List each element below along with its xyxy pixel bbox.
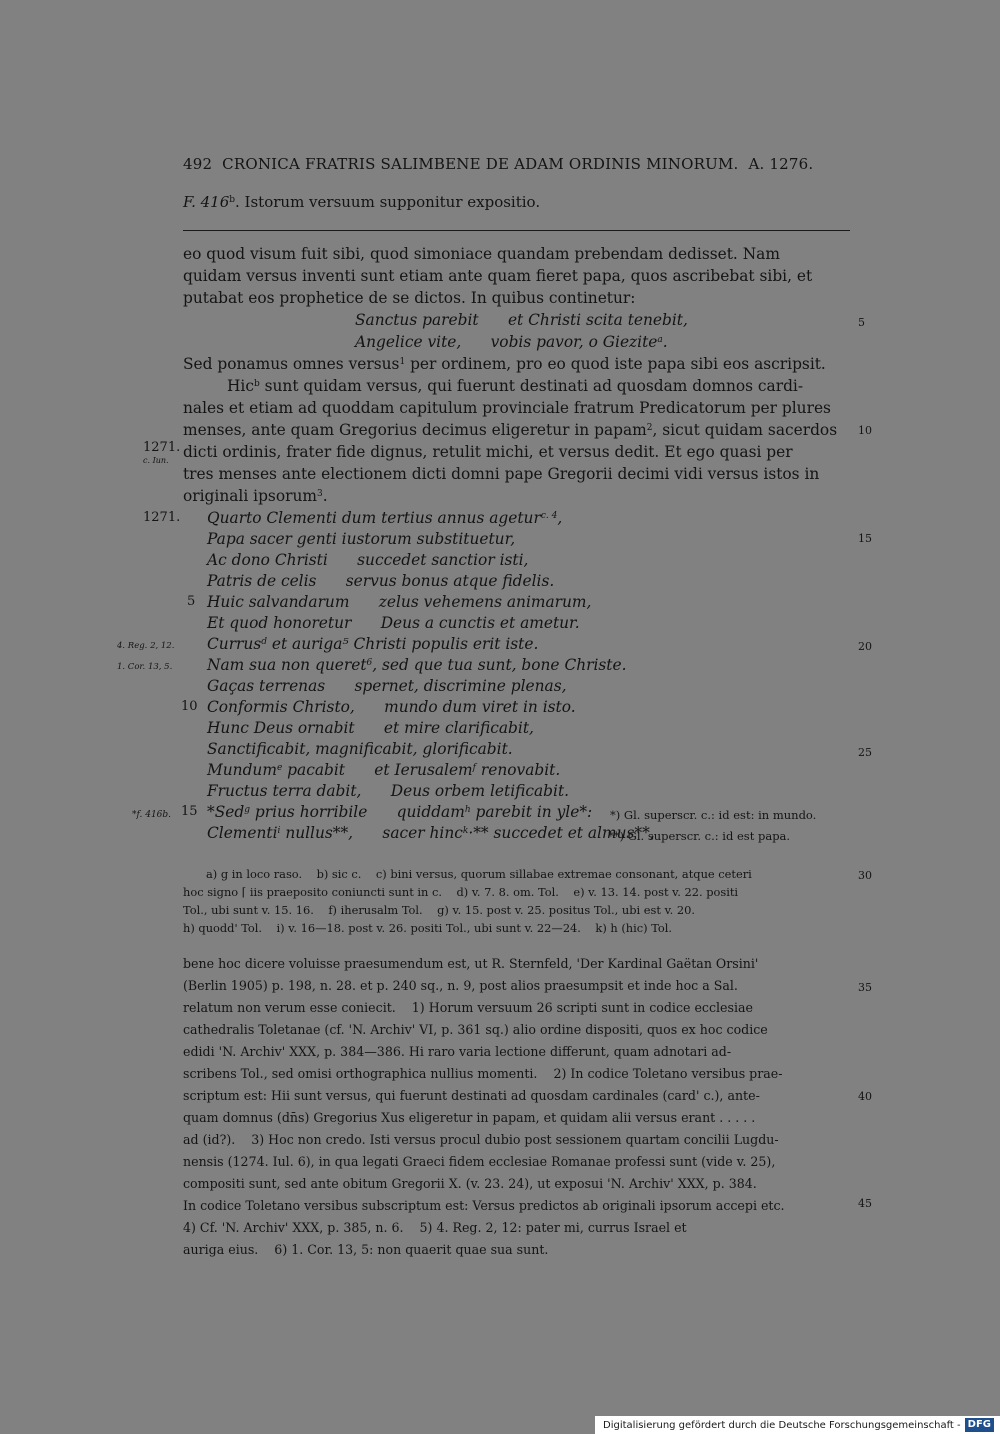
- footnote-line: 4) Cf. 'N. Archiv' XXX, p. 385, n. 6. 5) 4. Reg. 2, 12: pater mi, currus Israel et: [183, 1220, 687, 1235]
- footnote-ref: 3: [316, 489, 323, 499]
- verse-text: renovabit.: [476, 761, 561, 779]
- footnote-line: bene hoc dicere voluisse praesumendum est, ut R. Sternfeld, 'Der Kardinal Gaëtan Orsini': [183, 956, 759, 971]
- verse-text: Nam sua non queret: [207, 656, 367, 674]
- body-text: Hic: [227, 377, 254, 395]
- apparatus-line: h) quodd' Tol. i) v. 16—18. post v. 26. positi Tol., ubi sunt v. 22—24. k) h (hic) Tol.: [183, 921, 673, 935]
- body-text: menses, ante quam Gregorius decimus eligeretur in papam: [183, 421, 647, 439]
- margin-date: c. Iun.: [143, 456, 169, 465]
- verse-text: , sed que tua sunt, bone Christe.: [372, 656, 627, 674]
- body-line: [183, 487, 328, 505]
- body-text: per ordinem, pro eo quod iste papa sibi eos ascripsit.: [405, 355, 826, 373]
- verse-line: [207, 824, 655, 842]
- footnote-line: quam domnus (dn̄s) Gregorius Xus eligeretur in papam, et quidam alii versus erant . . . . .: [183, 1110, 756, 1125]
- verse-text: pacabit et Ierusalem: [282, 761, 473, 779]
- verse-line: Patris de celis servus bonus atque fidelis.: [207, 572, 555, 590]
- subheading: [183, 193, 540, 211]
- verse-line: Gaças terrenas spernet, discrimine plenas,: [207, 677, 567, 695]
- body-text: sunt quidam versus, qui fuerunt destinati ad quosdam domnos cardi-: [259, 377, 804, 395]
- body-text: originali ipsorum: [183, 487, 317, 505]
- body-line: [183, 355, 826, 373]
- footnote-line: relatum non verum esse coniecit. 1) Horum versuum 26 scripti sunt in codice ecclesiae: [183, 1000, 753, 1015]
- footnote-line: nensis (1274. Iul. 6), in qua legati Graeci fidem ecclesiae Romanae professi sunt (vide v. 25),: [183, 1154, 776, 1169]
- page-number: 492: [183, 155, 213, 173]
- footnote-line: ad (id?). 3) Hoc non credo. Isti versus procul dubio post sessionem quartam concilii Lugdu-: [183, 1132, 779, 1147]
- footnote-line: cathedralis Toletanae (cf. 'N. Archiv' VI, p. 361 sq.) alio ordine dispositi, quos ex hoc codice: [183, 1022, 768, 1037]
- running-title: CRONICA FRATRIS SALIMBENE DE ADAM ORDINIS MINORUM.: [222, 155, 739, 173]
- body-line: nales et etiam ad quoddam capitulum provinciale fratrum Predicatorum per plures: [183, 399, 831, 417]
- line-number: 25: [858, 746, 872, 759]
- couplet-sup: a: [657, 335, 663, 345]
- verse-line: Sanctificabit, magnificabit, glorificabit.: [207, 740, 513, 758]
- apparatus-line: Tol., ubi sunt v. 15. 16. f) iherusalm Tol. g) v. 15. post v. 25. positus Tol., ubi est v. 20.: [183, 903, 696, 917]
- verse-sup: c. 4: [540, 511, 558, 521]
- verse-sup: g: [244, 805, 250, 815]
- verse-text: Quarto Clementi dum tertius annus agetur: [207, 509, 541, 527]
- verse-sup: f: [472, 763, 476, 773]
- verse-text: parebit in yle*:: [470, 803, 593, 821]
- footnote-ref: 1: [399, 357, 406, 367]
- footnote-line: compositi sunt, sed ante obitum Gregorii X. (v. 23. 24), ut exposui 'N. Archiv' XXX, p. 384.: [183, 1176, 757, 1191]
- footnote-line: In codice Toletano versibus subscriptum est: Versus predictos ab originali ipsorum accepi etc.: [183, 1198, 785, 1213]
- verse-line: [207, 656, 627, 674]
- line-number: 15: [858, 532, 872, 545]
- body-line: [227, 377, 803, 395]
- verse-line: Ac dono Christi succedet sanctior isti,: [207, 551, 529, 569]
- verse-text: et auriga⁵ Christi populis erit iste.: [266, 635, 539, 653]
- verse-line: Fructus terra dabit, Deus orbem letificabit.: [207, 782, 570, 800]
- line-number: 35: [858, 981, 872, 994]
- verse-line: Huic salvandarum zelus vehemens animarum,: [207, 593, 592, 611]
- couplet-text: Angelice vite, vobis pavor, o Giezite: [355, 333, 658, 351]
- body-line: tres menses ante electionem dicti domni pape Gregorii decimi vidi versus istos in: [183, 465, 820, 483]
- verse-text: ,: [557, 509, 563, 527]
- line-number: 20: [858, 640, 872, 653]
- apparatus-line: a) g in loco raso. b) sic c. c) bini versus, quorum sillabae extremae consonant, atque ceteri: [206, 867, 752, 881]
- gloss: *) Gl. superscr. c.: id est: in mundo.: [610, 808, 817, 822]
- footer-credit: Digitalisierung gefördert durch die Deutsche Forschungsgemeinschaft -: [603, 1419, 961, 1431]
- footnote-line: scriptum est: Hii sunt versus, qui fuerunt destinati ad quosdam cardinales (card' c.), ante-: [183, 1088, 760, 1103]
- footnote-line: auriga eius. 6) 1. Cor. 13, 5: non quaerit quae sua sunt.: [183, 1242, 549, 1257]
- body-line: eo quod visum fuit sibi, quod simoniace quandam prebendam dedisset. Nam: [183, 245, 780, 263]
- verse-sup: i: [277, 826, 281, 836]
- body-text: Sed ponamus omnes versus: [183, 355, 400, 373]
- subheading-text: . Istorum versuum supponitur expositio.: [235, 193, 541, 211]
- verse-line: [207, 761, 560, 779]
- line-number: 30: [858, 869, 872, 882]
- folio-sup: b: [229, 195, 236, 205]
- footnote-line: edidi 'N. Archiv' XXX, p. 384—386. Hi raro varia lectione differunt, quam adnotari ad-: [183, 1044, 732, 1059]
- verse-number: 5: [187, 594, 196, 609]
- verse-line: Papa sacer genti iustorum substituetur,: [207, 530, 516, 548]
- apparatus-ref: b: [253, 379, 260, 389]
- verse-text: prius horribile quiddam: [249, 803, 465, 821]
- digitization-footer: [595, 1416, 1000, 1434]
- body-line: putabat eos prophetice de se dictos. In quibus continetur:: [183, 289, 636, 307]
- footnote-ref: 2: [646, 423, 653, 433]
- apparatus-line: hoc signo ⌈ iis praeposito coniuncti sunt in c. d) v. 7. 8. om. Tol. e) v. 13. 14. post v. 22. positi: [183, 885, 739, 899]
- line-number: 5: [858, 316, 865, 329]
- verse-sup: d: [261, 637, 267, 647]
- footnote-line: scribens Tol., sed omisi orthographica nullius momenti. 2) In codice Toletano versibus prae-: [183, 1066, 783, 1081]
- header-year: A. 1276.: [748, 155, 814, 173]
- verse-line: Et quod honoretur Deus a cunctis et ametur.: [207, 614, 580, 632]
- body-line: [183, 421, 837, 439]
- margin-year: 1271.: [143, 440, 181, 455]
- running-header: [183, 155, 813, 173]
- verse-line: Hunc Deus ornabit et mire clarificabit,: [207, 719, 534, 737]
- verse-number: 15: [181, 804, 198, 819]
- gloss: **) Gl. superscr. c.: id est papa.: [608, 829, 791, 843]
- couplet-line: Sanctus parebit et Christi scita tenebit,: [355, 311, 688, 329]
- body-line: dicti ordinis, frater fide dignus, retulit michi, et versus dedit. Et ego quasi per: [183, 443, 793, 461]
- verse-text: Currus: [207, 635, 262, 653]
- body-line: quidam versus inventi sunt etiam ante quam fieret papa, quos ascribebat sibi, et: [183, 267, 813, 285]
- couplet-line: Angelice vite, vobis pavor, o Giezite$^a$.: [355, 333, 668, 351]
- line-number: 45: [858, 1197, 872, 1210]
- verse-line: [207, 509, 562, 527]
- verse-line: [207, 635, 538, 653]
- margin-folio: *f. 416b.: [132, 810, 172, 820]
- margin-year: 1271.: [143, 510, 181, 525]
- verse-line: Conformis Christo, mundo dum viret in isto.: [207, 698, 576, 716]
- verse-sup: e: [276, 763, 283, 773]
- verse-sup: k: [462, 826, 469, 836]
- verse-sup: h: [464, 805, 471, 815]
- verse-text: *Sed: [207, 803, 245, 821]
- verse-text: nullus**, sacer hinc: [280, 824, 463, 842]
- verse-text: ·** succedet et almus**,: [468, 824, 655, 842]
- verse-sup: 6: [366, 658, 373, 668]
- dfg-logo: DFG: [965, 1418, 994, 1432]
- line-number: 40: [858, 1090, 872, 1103]
- verse-number: 10: [181, 699, 198, 714]
- verse-text: Mundum: [207, 761, 277, 779]
- header-rule: [183, 230, 850, 231]
- verse-line: [207, 803, 592, 821]
- body-text: , sicut quidam sacerdos: [652, 421, 838, 439]
- verse-text: Clementi: [207, 824, 278, 842]
- margin-citation: 1. Cor. 13, 5.: [117, 662, 173, 672]
- folio-ref: F. 416: [183, 193, 230, 211]
- margin-citation: 4. Reg. 2, 12.: [117, 641, 175, 651]
- line-number: 10: [858, 424, 872, 437]
- footnote-line: (Berlin 1905) p. 198, n. 28. et p. 240 sq., n. 9, post alios praesumpsit et inde hoc a Sal.: [183, 978, 738, 993]
- body-text: .: [322, 487, 328, 505]
